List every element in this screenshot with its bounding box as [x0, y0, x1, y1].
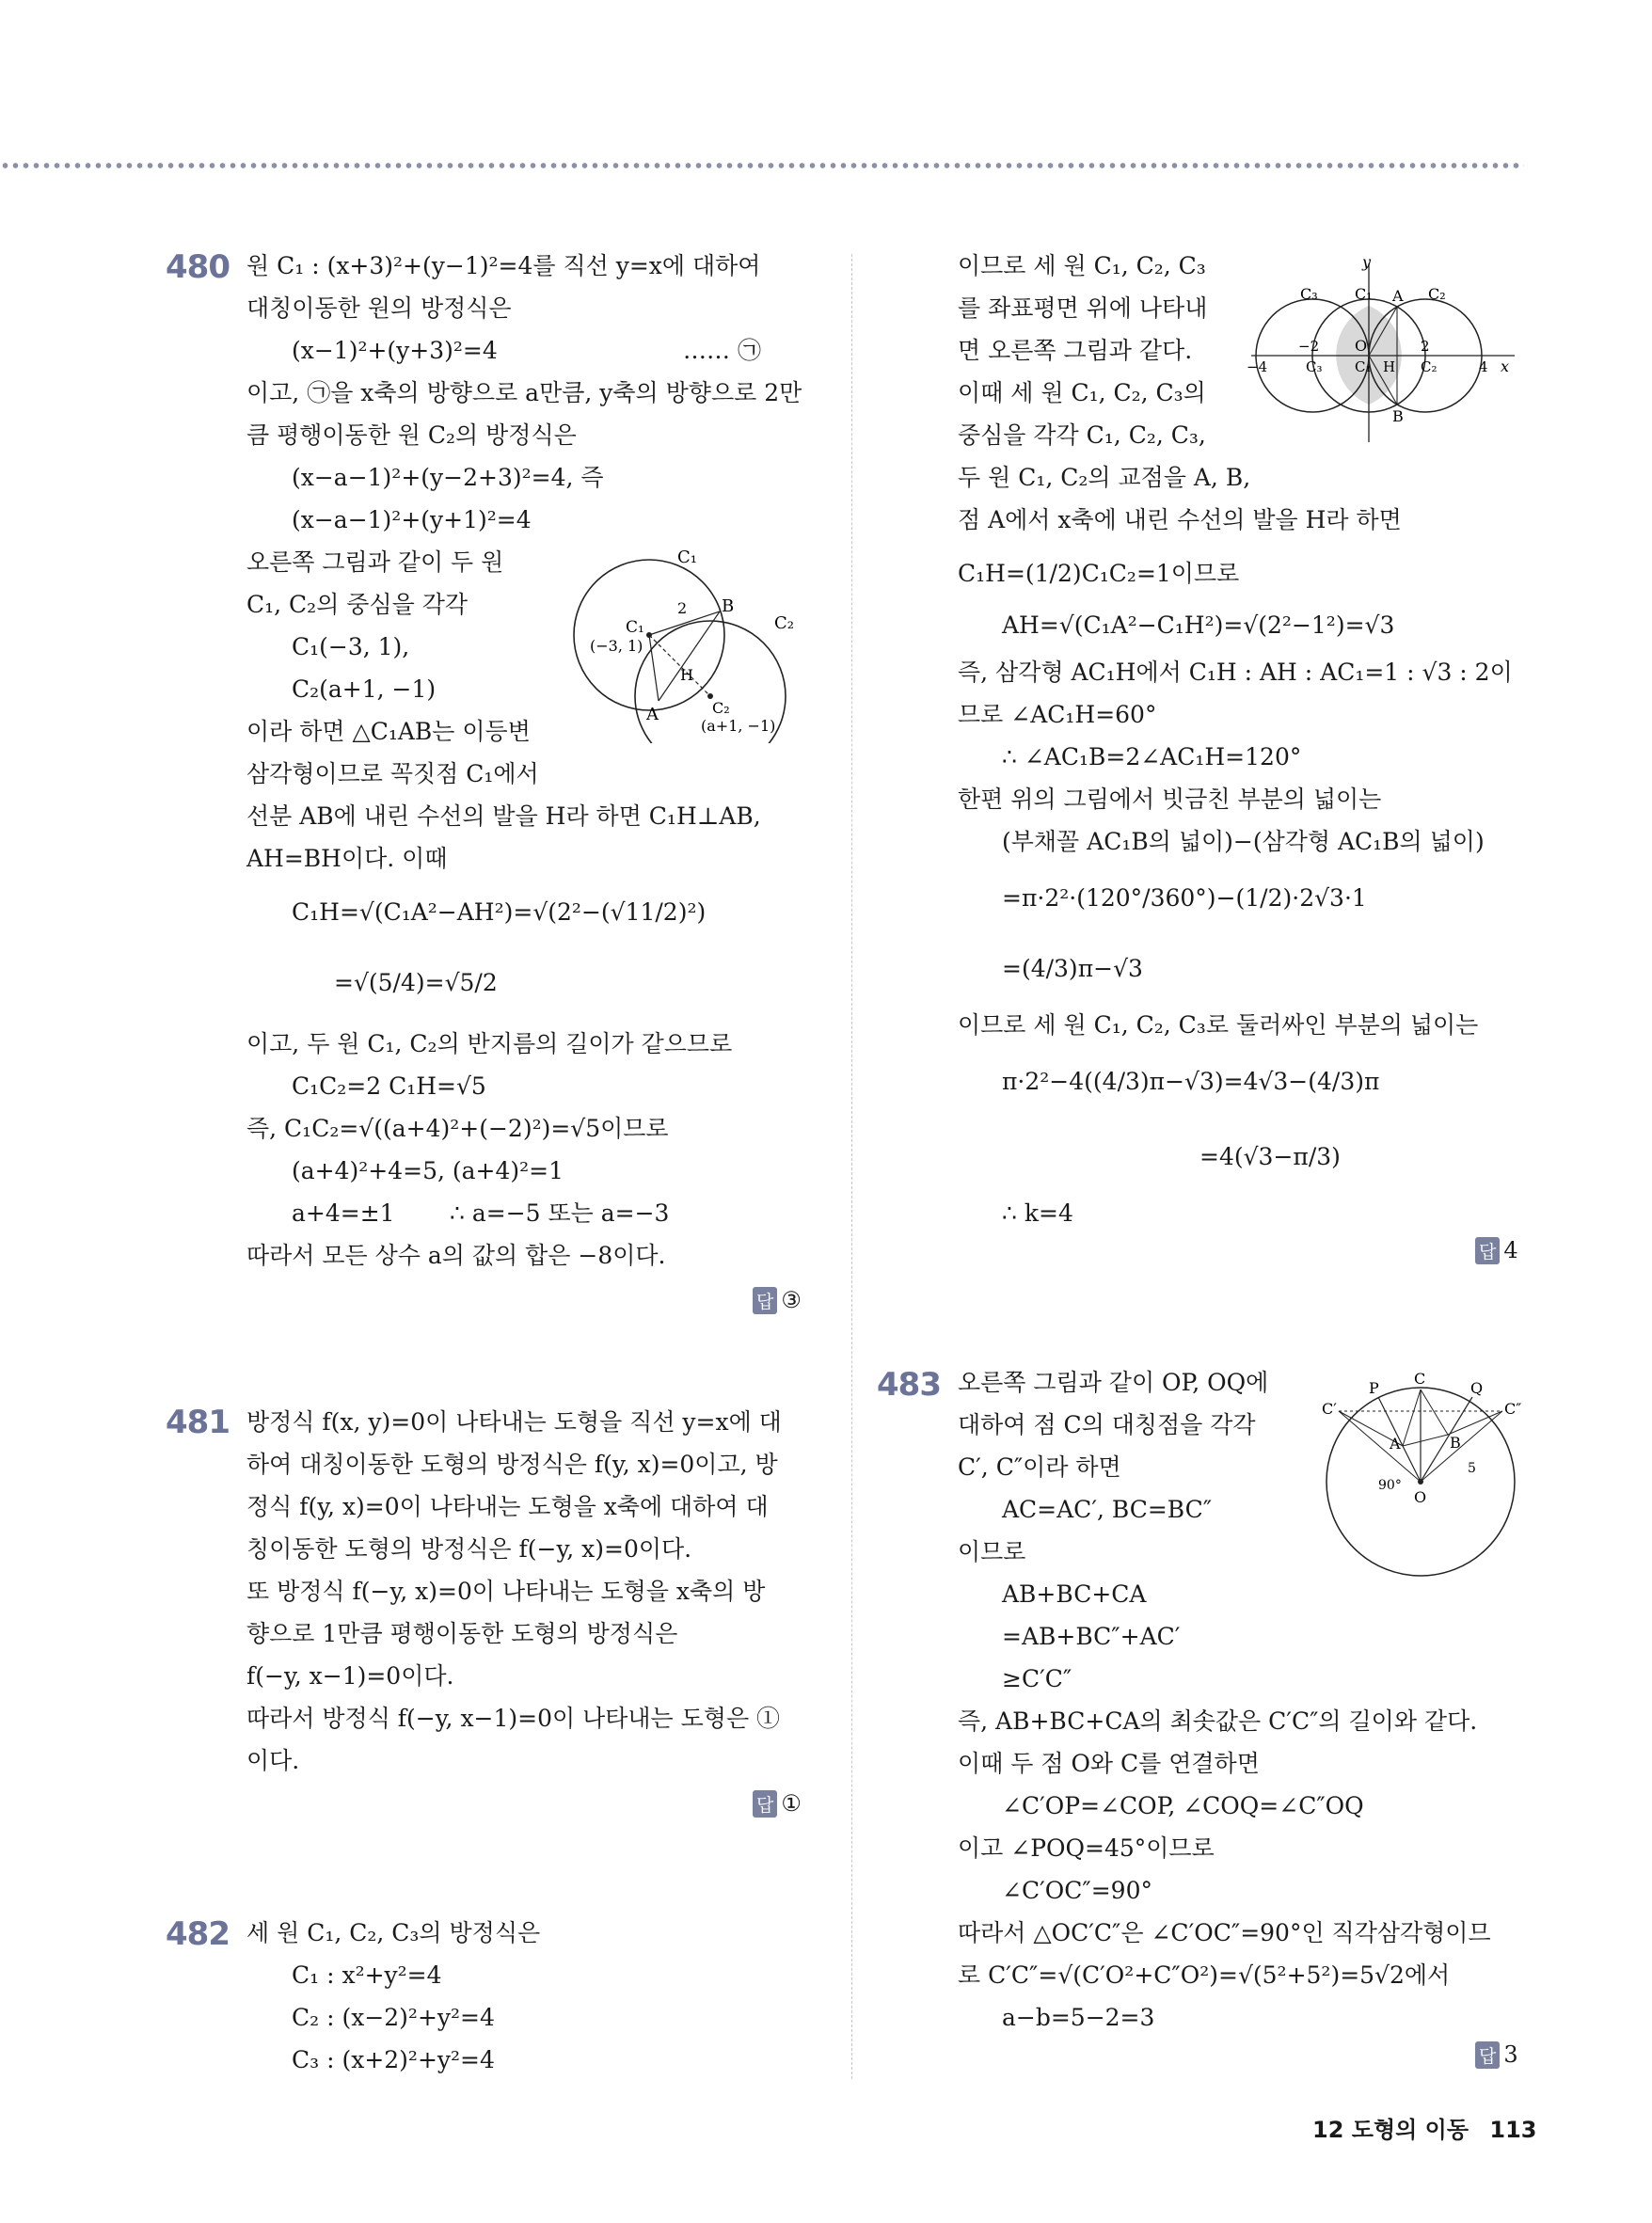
text-line: 하여 대칭이동한 도형의 방정식은 f(y, x)=0이고, 방 [246, 1451, 778, 1478]
label-o: O [1355, 337, 1368, 355]
equation: π·2²−4((4/3)π−√3)=4√3−(4/3)π [1002, 1068, 1380, 1095]
equation: a−b=5−2=3 [1002, 2004, 1155, 2031]
answer-483 [1475, 2041, 1518, 2069]
equation: C₃ : (x+2)²+y²=4 [292, 2046, 495, 2073]
equation: ∴ a=−5 또는 a=−3 [450, 1199, 670, 1227]
page-footer [1312, 2111, 1537, 2144]
text-line: 세 원 C₁, C₂, C₃의 방정식은 [246, 1919, 541, 1946]
equation: C₂ : (x−2)²+y²=4 [292, 2004, 495, 2031]
answer-480 [753, 1287, 802, 1314]
equation: AB+BC+CA [1002, 1580, 1147, 1608]
equation: ∴ ∠AC₁B=2∠AC₁H=120° [1002, 743, 1302, 770]
label-p: P [1369, 1379, 1379, 1397]
text-line: 를 좌표평면 위에 나타내 [958, 294, 1208, 322]
label-x: x [1501, 357, 1510, 375]
label-c2: C₂ [774, 613, 794, 633]
answer-tag: 답 [1475, 1237, 1500, 1264]
text-line: 즉, AB+BC+CA의 최솟값은 C′C″의 길이와 같다. [958, 1707, 1478, 1735]
label-c2-top: C₂ [1428, 285, 1446, 303]
equation: AC=AC′, BC=BC″ [1002, 1496, 1213, 1523]
answer-tag: 답 [753, 1790, 777, 1818]
text-line: 대칭이동한 원의 방정식은 [246, 294, 512, 322]
text-line: 즉, 삼각형 AC₁H에서 C₁H : AH : AC₁=1 : √3 : 2이 [958, 659, 1513, 686]
figure-480-two-circles [569, 546, 804, 743]
text-line: AH=BH이다. 이때 [246, 845, 448, 872]
equation: C₁ : x²+y²=4 [292, 1961, 442, 1989]
answer-481 [753, 1790, 802, 1818]
equation: AH=√(C₁A²−C₁H²)=√(2²−1²)=√3 [1002, 611, 1395, 639]
column-divider [851, 254, 852, 2079]
equation: a+4=±1 [292, 1199, 395, 1227]
text-line: 따라서 모든 상수 a의 값의 합은 −8이다. [246, 1242, 666, 1269]
top-dotted-rule [0, 162, 1524, 169]
text-line: 이므로 [958, 1538, 1026, 1565]
text-line: 정식 f(y, x)=0이 나타내는 도형을 x축에 대하여 대 [246, 1493, 769, 1520]
label-c3-top: C₃ [1300, 285, 1318, 303]
text-line: 칭이동한 도형의 방정식은 f(−y, x)=0이다. [246, 1535, 692, 1563]
text-line: 이때 세 원 C₁, C₂, C₃의 [958, 379, 1206, 406]
label-c2-coords: (a+1, −1) [701, 717, 776, 735]
equation: (x−a−1)²+(y−2+3)²=4, 즉 [292, 464, 604, 491]
label-a: A [646, 705, 659, 724]
equation: =4(√3−π/3) [1199, 1143, 1341, 1170]
chapter-title: 12 도형의 이동 [1312, 2117, 1469, 2143]
label-c2-center: C₂ [1421, 358, 1438, 375]
equation: =AB+BC″+AC′ [1002, 1623, 1181, 1650]
figure-483-circle [1322, 1369, 1529, 1590]
text-line: 원 C₁ : (x+3)²+(y−1)²=4를 직선 y=x에 대하여 [246, 252, 761, 279]
text-line: 방정식 f(x, y)=0이 나타내는 도형을 직선 y=x에 대 [246, 1408, 782, 1436]
equation: (x−a−1)²+(y+1)²=4 [292, 506, 532, 533]
label-q: Q [1470, 1379, 1484, 1397]
text-line: 이라 하면 △C₁AB는 이등변 [246, 718, 531, 745]
text-line: C₁(−3, 1), [292, 633, 410, 660]
equation: C₁C₂=2 C₁H=√5 [292, 1072, 486, 1100]
label-a: A [1392, 287, 1404, 305]
text-line: 대하여 점 C의 대칭점을 각각 [958, 1411, 1256, 1438]
label-c1: C₁ [677, 548, 697, 567]
equation: =√(5/4)=√5/2 [334, 969, 498, 996]
text-line: 오른쪽 그림과 같이 OP, OQ에 [958, 1369, 1269, 1396]
text-line: 점 A에서 x축에 내린 수선의 발을 H라 하면 [958, 506, 1402, 533]
answer-482 [1475, 1237, 1518, 1264]
text-line: 한편 위의 그림에서 빗금친 부분의 넓이는 [958, 786, 1382, 813]
text-line: C₁, C₂의 중심을 각각 [246, 591, 468, 618]
text-line: C′, C″이라 하면 [958, 1453, 1121, 1481]
equation: =π·2²·(120°/360°)−(1/2)·2√3·1 [1002, 884, 1367, 912]
label-radius: 2 [677, 599, 688, 617]
text-line: 즉, C₁C₂=√((a+4)²+(−2)²)=√5이므로 [246, 1115, 669, 1142]
equation: ≥C′C″ [1002, 1665, 1072, 1692]
equation: C₁H=(1/2)C₁C₂=1이므로 [958, 560, 1240, 587]
problem-number-483: 483 [877, 1366, 941, 1404]
label-h: H [1383, 358, 1396, 375]
text-line: 따라서 △OC′C″은 ∠C′OC″=90°인 직각삼각형이므 [958, 1919, 1491, 1946]
problem-number-480: 480 [166, 248, 230, 286]
text-line: 이고, ㉠을 x축의 방향으로 a만큼, y축의 방향으로 2만 [246, 379, 802, 406]
equation: (x−1)²+(y+3)²=4 [292, 337, 498, 364]
text-line: 두 원 C₁, C₂의 교점을 A, B, [958, 464, 1251, 491]
label-2: 2 [1421, 338, 1430, 355]
label-neg4: −4 [1247, 358, 1268, 375]
label-center-c1: C₁ [626, 618, 644, 637]
text-line: 오른쪽 그림과 같이 두 원 [246, 548, 504, 576]
text-line: 삼각형이므로 꼭짓점 C₁에서 [246, 760, 539, 787]
label-h: H [680, 666, 693, 684]
label-neg2: −2 [1298, 338, 1320, 355]
label-c3-center: C₃ [1306, 358, 1323, 375]
answer-value: 4 [1503, 1237, 1518, 1263]
answer-tag: 답 [753, 1287, 777, 1314]
equation: (a+4)²+4=5, (a+4)²=1 [292, 1157, 564, 1184]
equation: =(4/3)π−√3 [1002, 955, 1143, 982]
label-a: A [1390, 1435, 1401, 1453]
label-c1-center: C₁ [1355, 358, 1372, 375]
text-line: 큼 평행이동한 원 C₂의 방정식은 [246, 421, 577, 449]
text-line: (부채꼴 AC₁B의 넓이)−(삼각형 AC₁B의 넓이) [1002, 828, 1485, 855]
text-line: 면 오른쪽 그림과 같다. [958, 337, 1193, 364]
text-line: f(−y, x−1)=0이다. [246, 1662, 454, 1690]
text-line: C₂(a+1, −1) [292, 675, 437, 703]
label-c: C [1414, 1370, 1426, 1388]
problem-number-481: 481 [166, 1404, 230, 1441]
label-5: 5 [1468, 1461, 1476, 1476]
label-90: 90° [1378, 1478, 1402, 1493]
text-line: 중심을 각각 C₁, C₂, C₃, [958, 421, 1206, 449]
text-line: 이고, 두 원 C₁, C₂의 반지름의 길이가 같으므로 [246, 1030, 733, 1057]
equation-tag: …… ㉠ [683, 337, 761, 364]
equation: ∠C′OP=∠COP, ∠COQ=∠C″OQ [1002, 1792, 1364, 1819]
answer-value: ③ [781, 1287, 802, 1313]
text-line: 이고 ∠POQ=45°이므로 [958, 1834, 1215, 1862]
text-line: 향으로 1만큼 평행이동한 도형의 방정식은 [246, 1620, 678, 1647]
text-line: 또 방정식 f(−y, x)=0이 나타내는 도형을 x축의 방 [246, 1578, 766, 1605]
figure-482-three-circles [1242, 254, 1524, 447]
equation: C₁H=√(C₁A²−AH²)=√(2²−(√11/2)²) [292, 898, 707, 926]
label-b: B [722, 596, 735, 616]
text-line: 므로 ∠AC₁H=60° [958, 701, 1157, 728]
problem-number-482: 482 [166, 1915, 230, 1953]
text-line: 이므로 세 원 C₁, C₂, C₃로 둘러싸인 부분의 넓이는 [958, 1011, 1479, 1039]
answer-tag: 답 [1475, 2041, 1500, 2069]
text-line: 이므로 세 원 C₁, C₂, C₃ [958, 252, 1206, 279]
answer-value: ① [781, 1790, 802, 1817]
label-4: 4 [1479, 358, 1488, 375]
equation: ∠C′OC″=90° [1002, 1877, 1152, 1904]
label-c1-top: C₁ [1355, 285, 1373, 303]
label-y: y [1362, 254, 1372, 271]
label-c-prime: C′ [1322, 1400, 1337, 1418]
label-o: O [1414, 1488, 1427, 1506]
label-b: B [1450, 1434, 1461, 1452]
text-line: 따라서 방정식 f(−y, x−1)=0이 나타내는 도형은 ① [246, 1705, 781, 1732]
text-line: 선분 AB에 내린 수선의 발을 H라 하면 C₁H⊥AB, [246, 802, 761, 830]
text-line: 이다. [246, 1747, 300, 1774]
text-line: 로 C′C″=√(C′O²+C″O²)=√(5²+5²)=5√2에서 [958, 1961, 1451, 1989]
label-center-c2: C₂ [712, 699, 730, 717]
text-line: 이때 두 점 O와 C를 연결하면 [958, 1750, 1260, 1777]
label-b: B [1392, 407, 1404, 425]
label-c-double-prime: C″ [1504, 1400, 1522, 1418]
equation: ∴ k=4 [1002, 1199, 1073, 1227]
answer-value: 3 [1503, 2041, 1518, 2068]
page-number: 113 [1489, 2117, 1537, 2143]
label-c1-coords: (−3, 1) [590, 637, 643, 655]
